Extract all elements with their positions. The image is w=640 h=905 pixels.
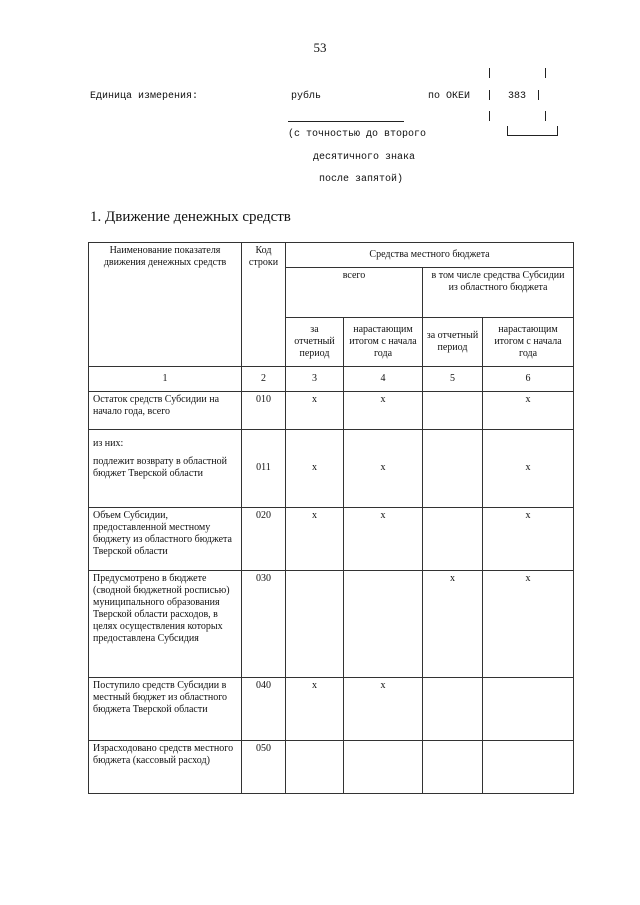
- okei-box-tick: [538, 90, 539, 100]
- cell-subsidy-cumulative: x: [483, 508, 574, 571]
- row-name: Остаток средств Субсидии на начало года, всего: [89, 392, 242, 430]
- cell-total-cumulative: x: [344, 392, 423, 430]
- okei-box-tick: [507, 126, 508, 135]
- cell-total-period: [286, 741, 344, 794]
- okei-label: по ОКЕИ: [428, 91, 471, 102]
- row-name: Предусмотрено в бюджете (сводной бюджетной росписью) муниципального образования Тверской области расходов, в целях осуществления которых предоставлена Субсидия: [89, 571, 242, 678]
- okei-code: 383: [508, 91, 527, 102]
- table-row: [89, 508, 574, 571]
- cell-subsidy-period: [423, 678, 483, 741]
- precision-note-line: десятичного знака: [313, 152, 416, 163]
- row-code: 030: [242, 571, 286, 678]
- cell-total-period: x: [286, 392, 344, 430]
- okei-box-tick: [557, 126, 558, 135]
- cell-total-cumulative: x: [344, 678, 423, 741]
- table-row: [89, 430, 574, 508]
- header-subsidy-period: за отчетный период: [423, 318, 483, 367]
- column-number: 6: [483, 367, 574, 392]
- cell-subsidy-period: [423, 741, 483, 794]
- unit-value: рубль: [291, 91, 322, 102]
- cell-subsidy-period: [423, 430, 483, 508]
- header-total: всего: [286, 268, 423, 318]
- cash-flow-table: [88, 242, 574, 794]
- cell-total-cumulative: [344, 571, 423, 678]
- cell-subsidy-cumulative: x: [483, 430, 574, 508]
- cell-total-cumulative: x: [344, 508, 423, 571]
- row-name: [89, 430, 242, 508]
- table-row: [89, 741, 574, 794]
- cell-total-period: x: [286, 508, 344, 571]
- header-row-code: Код строки: [242, 243, 286, 367]
- cell-total-period: [286, 571, 344, 678]
- row-code: 040: [242, 678, 286, 741]
- row-code: 050: [242, 741, 286, 794]
- row-name: Израсходовано средств местного бюджета (кассовый расход): [89, 741, 242, 794]
- table-row: [89, 678, 574, 741]
- cell-subsidy-period: [423, 508, 483, 571]
- precision-note-line: (с точностью до второго: [288, 129, 427, 140]
- cell-total-period: x: [286, 430, 344, 508]
- column-number: 1: [89, 367, 242, 392]
- okei-box-tick: [489, 90, 490, 100]
- row-name: Поступило средств Субсидии в местный бюджет из областного бюджета Тверской области: [89, 678, 242, 741]
- cell-subsidy-period: x: [423, 571, 483, 678]
- header-total-cumulative: нарастающим итогом с начала года: [344, 318, 423, 367]
- header-subsidy-cumulative: нарастающим итогом с начала года: [483, 318, 574, 367]
- header-indicator-name: Наименование показателя движения денежных средств: [89, 243, 242, 367]
- column-number: 2: [242, 367, 286, 392]
- okei-box-tick: [545, 68, 546, 78]
- cell-total-period: x: [286, 678, 344, 741]
- row-name-intro: из них:: [93, 438, 124, 449]
- page-number: 53: [313, 40, 327, 55]
- header-subsidy: в том числе средства Субсидии из областного бюджета: [423, 268, 574, 318]
- column-number: 4: [344, 367, 423, 392]
- row-code: 010: [242, 392, 286, 430]
- okei-box-tick: [545, 111, 546, 121]
- unit-underline: [288, 121, 404, 122]
- row-name: Объем Субсидии, предоставленной местному бюджету из областного бюджета Тверской области: [89, 508, 242, 571]
- cell-subsidy-cumulative: x: [483, 571, 574, 678]
- table-row: [89, 392, 574, 430]
- section-title: 1. Движение денежных средств: [90, 209, 291, 225]
- row-code: 011: [242, 430, 286, 508]
- column-number: 3: [286, 367, 344, 392]
- okei-box-tick: [489, 111, 490, 121]
- precision-note-line: после запятой): [319, 174, 404, 185]
- column-number: 5: [423, 367, 483, 392]
- cell-subsidy-cumulative: x: [483, 392, 574, 430]
- header-total-period: за отчетный период: [286, 318, 344, 367]
- header-local-budget: Средства местного бюджета: [286, 243, 574, 268]
- unit-label: Единица измерения:: [90, 91, 199, 102]
- cell-subsidy-cumulative: [483, 741, 574, 794]
- cell-subsidy-cumulative: [483, 678, 574, 741]
- okei-box-bottom: [507, 135, 558, 136]
- row-code: 020: [242, 508, 286, 571]
- okei-box-tick: [489, 68, 490, 78]
- table-row: [89, 571, 574, 678]
- cell-total-cumulative: x: [344, 430, 423, 508]
- row-name-text: подлежит возврату в областной бюджет Тверской области: [93, 456, 227, 479]
- cell-subsidy-period: [423, 392, 483, 430]
- cell-total-cumulative: [344, 741, 423, 794]
